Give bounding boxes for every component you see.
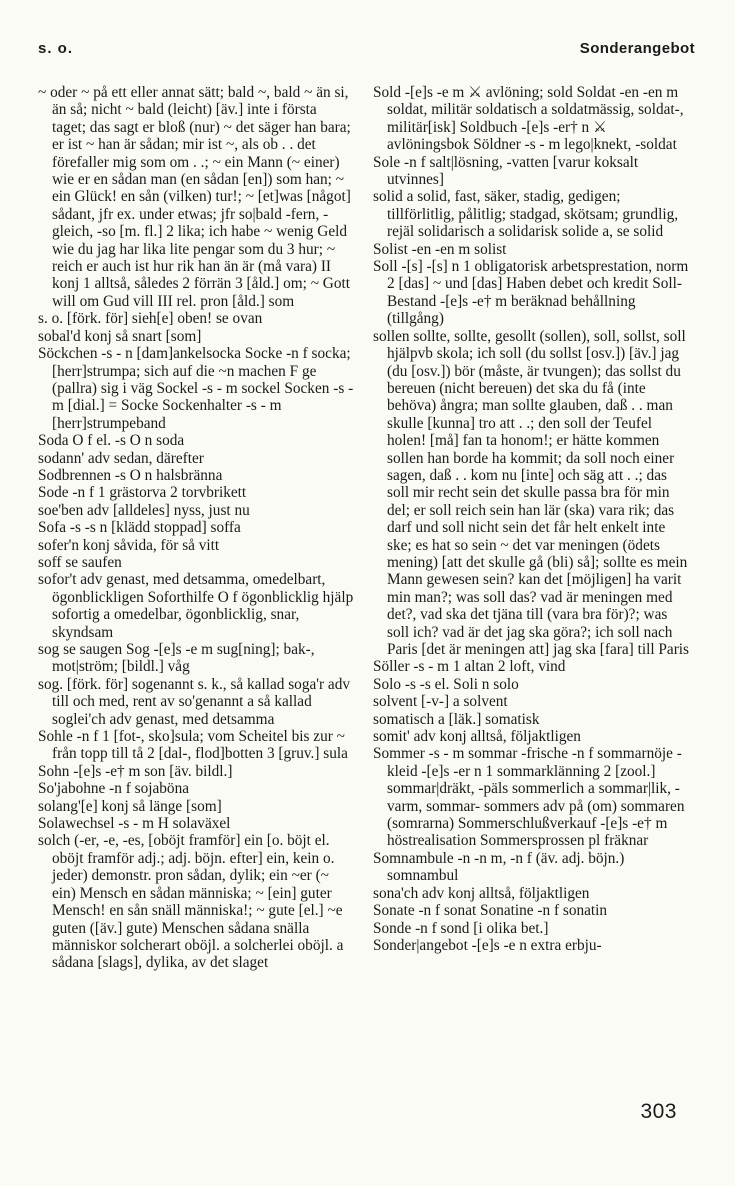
dictionary-entry: Söller -s - m 1 altan 2 loft, vind <box>373 658 566 676</box>
dictionary-entry: sollen sollte, sollte, gesollt (sollen), soll, sollst, soll hjälpvb skola; ich soll (du sollst [osv.]) [äv.] jag (du [osv.]) bör (måste, är tvungen); das sollst du bereuen (nicht bereuen) det ska du få (inte behöva) ångra; man sollte glauben, daß . . man skulle [kunna] tro att . .; den soll der Teufel holen! [må] fan ta honom!; er hätte kommen sollen han borde ha kommit; da soll noch einer sagen, daß . . kom nu [inte] och säg att . .; das soll mir recht sein det skulle passa bra för min del; er soll reich sein han lär (ska) vara rik; das darf und soll nicht sein det får helt enkelt inte ske; es hat so sein ~ det var meningen (ödets mening) [att det skulle gå (bli) så]; sollte es mein Mann gewesen sein? kan det [möjligen] ha varit min man?; was soll das? vad är meningen med det?, vad ska det tjäna till (vara bra för)?; was soll ich? vad är det jag ska göra?; ich soll nach Paris [det är meningen att] jag ska [fara] till Paris <box>373 327 690 658</box>
dictionary-entry: solid a solid, fast, säker, stadig, gedigen; tillförlitlig, pålitlig; stadgad, skötsam; grundlig, rejäl solidarisch a solidarisk solide a, se solid <box>373 188 679 241</box>
dictionary-entry: sog. [förk. för] sogenannt s. k., så kallad soga'r adv till och med, rent av so'genannt a så kallad soglei'ch adv genast, med detsamma <box>38 675 351 728</box>
dictionary-entry: Soll -[s] -[s] n 1 obligatorisk arbetsprestation, norm 2 [das] ~ und [das] Haben debet och kredit Soll-Bestand -[e]s -e† m beräknad behållning (tillgång) <box>373 258 689 328</box>
dictionary-entry: somatisch a [läk.] somatisk <box>373 710 540 728</box>
dictionary-entry: solvent [-v-] a solvent <box>373 693 508 711</box>
dictionary-entry: s. o. [förk. för] sieh[e] oben! se ovan <box>38 310 263 328</box>
dictionary-entry: Sofa -s -s n [klädd stoppad] soffa <box>38 519 241 537</box>
dictionary-entry: Sode -n f 1 grästorva 2 torvbrikett <box>38 484 247 502</box>
running-head-left: s. o. <box>38 40 74 57</box>
dictionary-entry: sog se saugen Sog -[e]s -e m sug[ning]; bak-, mot|ström; [bildl.] våg <box>38 641 315 676</box>
dictionary-entry: Solist -en -en m solist <box>373 240 507 258</box>
dictionary-entry: Somnambule -n -n m, -n f (äv. adj. böjn.) somnambul <box>373 849 625 885</box>
left-column <box>38 84 354 972</box>
dictionary-entry: Solawechsel -s - m H solaväxel <box>38 815 231 833</box>
dictionary-entry: soe'ben adv [alldeles] nyss, just nu <box>38 501 250 519</box>
dictionary-entry: Sonder|angebot -[e]s -e n extra erbju- <box>373 936 602 954</box>
dictionary-entry: ~ oder ~ på ett eller annat sätt; bald ~, bald ~ än si, än så; nicht ~ bald (leicht) [äv.] inte i första taget; das sagt er bloß (nur) ~ det säger han bara; er ist ~ han är sådan; mir ist ~, als ob . . det förefaller mig som om . .; ~ ein Mann (~ einer) wie er en sådan man (en sådan [en]) som han; ~ ein Glück! en sån (vilken) tur!; ~ [et]was [något] sådant, jfr ex. under etwas; jfr so|bald -fern, -gleich, -so [m. fl.] 2 lika; ich habe ~ wenig Geld wie du jag har lika lite pengar som du 3 hur; ~ reich er auch ist hur rik han än är (må vara) II konj 1 alltså, således 2 förrän 3 [åld.] om; ~ Gott will om Gud vill III rel. pron [åld.] som <box>38 84 351 310</box>
dictionary-entry: sona'ch adv konj alltså, följaktligen <box>373 884 590 902</box>
dictionary-entry: Sonate -n f sonat Sonatine -n f sonatin <box>373 902 608 920</box>
running-head-right: Sonderangebot <box>579 40 695 57</box>
right-column <box>373 84 689 954</box>
dictionary-entry: Sommer -s - m sommar -frische -n f sommarnöje -kleid -[e]s -er n 1 sommarklänning 2 [zool.] sommar|dräkt, -päls sommerlich a sommar|lik, -varm, sommar- sommers adv på (om) sommaren (somrarna) Sommerschlußverkauf -[e]s -e† m höstrealisation Sommersprossen pl fräknar <box>373 745 685 850</box>
dictionary-entry: solang'[e] konj så länge [som] <box>38 797 222 815</box>
dictionary-entry: Sodbrennen -s O n halsbränna <box>38 466 223 484</box>
dictionary-entry: sodann' adv sedan, därefter <box>38 449 204 467</box>
dictionary-entry: sofor't adv genast, med detsamma, omedelbart, ögonblickligen Soforthilfe O f ögonblicklig hjälp sofortig a omedelbar, ögonblicklig, snar, skyndsam <box>38 571 354 641</box>
dictionary-entry: Solo -s -s el. Soli n solo <box>373 675 519 693</box>
dictionary-entry: Sohn -[e]s -e† m son [äv. bildl.] <box>38 762 233 780</box>
dictionary-entry: Sohle -n f 1 [fot-, sko]sula; vom Scheitel bis zur ~ från topp till tå 2 [dal-, flod]botten 3 [gruv.] sula <box>38 728 348 763</box>
dictionary-entry: Söckchen -s - n [dam]ankelsocka Socke -n f socka; [herr]strumpa; sich auf die ~n machen F ge (pallra) sig i väg Sockel -s - m sockel Socken -s - m [dial.] = Socke Sockenhalter -s - m [herr]strumpeband <box>38 345 354 432</box>
dictionary-entry: somit' adv konj alltså, följaktligen <box>373 728 581 746</box>
dictionary-entry: Sole -n f salt|lösning, -vatten [varur koksalt utvinnes] <box>373 153 639 189</box>
dictionary-entry: So'jabohne -n f sojaböna <box>38 780 190 798</box>
dictionary-entry: sofer'n konj såvida, för så vitt <box>38 536 220 554</box>
page-number: 303 <box>640 1100 677 1123</box>
dictionary-entry: Sold -[e]s -e m ⚔ avlöning; sold Soldat -en -en m soldat, militär soldatisch a soldatmässig, soldat-, militär[isk] Soldbuch -[e]s -er† n ⚔ avlöningsbok Söldner -s - m lego|knekt, -soldat <box>373 84 684 154</box>
dictionary-entry: sobal'd konj så snart [som] <box>38 327 202 345</box>
dictionary-entry: soff se saufen <box>38 553 122 571</box>
dictionary-entry: Sonde -n f sond [i olika bet.] <box>373 919 549 937</box>
dictionary-entry: Soda O f el. -s O n soda <box>38 432 185 450</box>
dictionary-entry: solch (-er, -e, -es, [oböjt framför] ein [o. böjt el. oböjt framför adj.; adj. böjn. efter] ein, kein o. jeder) demonstr. pron sådan, dylik; ein ~er (~ ein) Mensch en sådan människa; ~ [ein] guter Mensch! en sån snäll människa!; ~ gute [el.] ~e guten ([äv.] gute) Menschen sådana snälla människor solcherart oböjl. a solcherlei oböjl. a sådana [slags], dylika, av det slaget <box>38 832 344 972</box>
